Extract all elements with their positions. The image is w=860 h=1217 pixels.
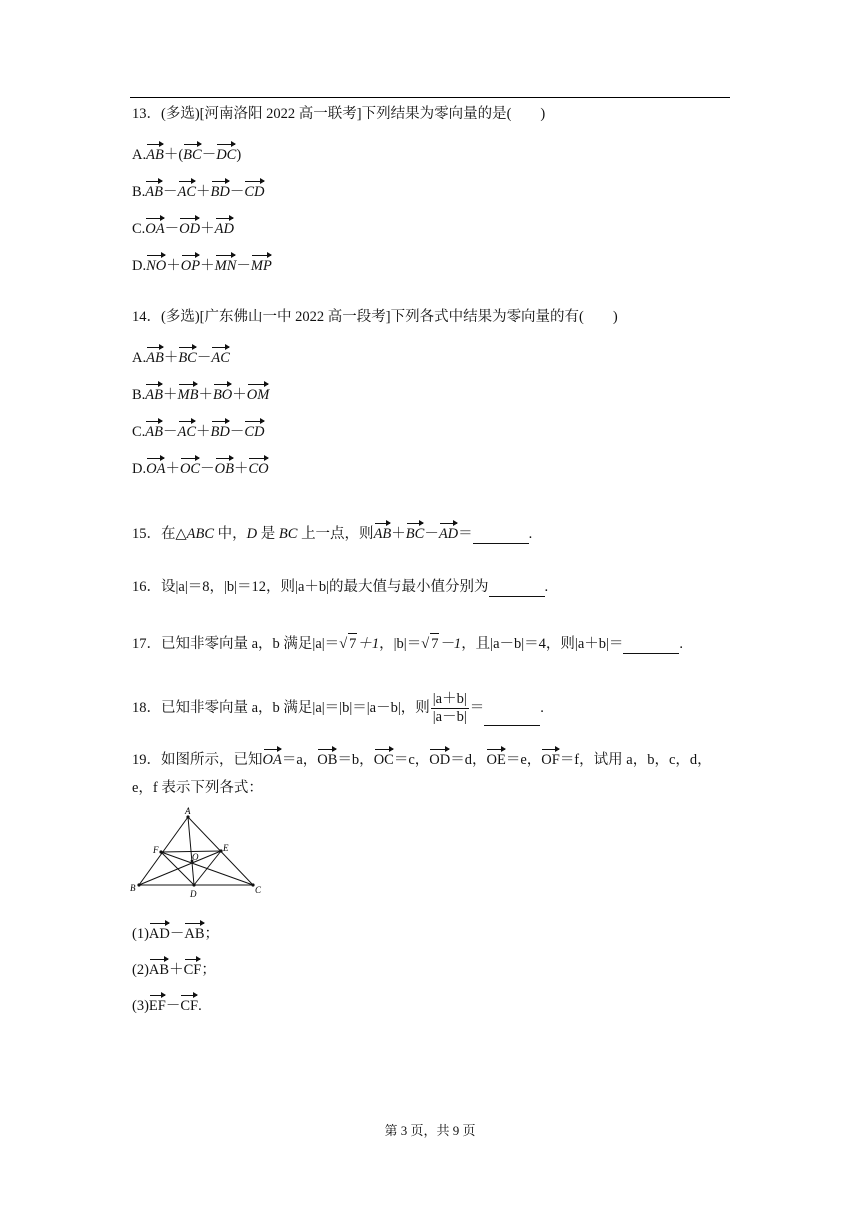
vector: AC: [211, 344, 230, 368]
label-b: B: [130, 883, 136, 893]
vector: AB: [146, 344, 164, 368]
q19-sub2: (2)AB＋CF；: [132, 956, 216, 980]
q13-option-d: [132, 252, 272, 276]
vector: AD: [215, 215, 234, 239]
vector: AC: [178, 418, 197, 442]
vector: MB: [178, 381, 199, 405]
vector: BD: [211, 418, 230, 442]
q19-line1: 19．如图所示，已知OA＝a，OB＝b，OC＝c，OD＝d，OE＝e，OF＝f，试用 a，b，c，d，: [132, 746, 712, 770]
q15: 15．在△ABC 中，D 是 BC 上一点，则AB＋BC－AD＝ .: [132, 520, 532, 544]
vector: AB: [145, 381, 163, 405]
vector: CD: [244, 418, 264, 442]
operator: －: [200, 461, 215, 477]
operator: ＋(: [163, 147, 184, 163]
operator: ＋: [233, 461, 249, 477]
answer-blank[interactable]: [489, 582, 545, 597]
operator: －: [229, 184, 245, 200]
fraction: $\frac{|a+b|}{|a-b|}$: [432, 691, 467, 726]
vector: BO: [213, 381, 232, 405]
vector: NO: [146, 252, 166, 276]
operator: ＋: [232, 387, 247, 403]
q18: 18．已知非零向量 a，b 满足|a|＝|b|＝|a－b|，则 $\frac{|a+b|}{|a-b|}$ ＝ .: [132, 691, 544, 726]
label-c: C: [255, 885, 262, 895]
vector: OD: [179, 215, 200, 239]
operator: ): [236, 147, 242, 163]
vector: OB: [215, 455, 234, 479]
label-a: A: [185, 806, 191, 816]
option-label: D.: [132, 461, 147, 477]
vector: AB: [145, 418, 163, 442]
operator: ＋: [166, 258, 181, 274]
vector: MP: [251, 252, 272, 276]
q16: 16．设|a|＝8，|b|＝12，则|a＋b|的最大值与最小值分别为 .: [132, 579, 549, 595]
q17: 17．已知非零向量 a，b 满足|a|＝√ 7＋1，|b|＝√ 7－1，且|a－b|＝4，则|a＋b|＝ .: [132, 633, 683, 654]
answer-blank[interactable]: [623, 639, 679, 654]
option-label: A.: [132, 350, 147, 366]
answer-blank[interactable]: [484, 711, 540, 726]
header-rule: [130, 97, 730, 98]
option-label: A.: [132, 147, 147, 163]
triangle-figure: [128, 805, 263, 900]
vector: BC: [178, 344, 197, 368]
q13-stem: 13．(多选)[河南洛阳 2022 高一联考]下列结果为零向量的是( ): [132, 106, 546, 122]
label-f: F: [153, 845, 159, 855]
option-label: B.: [132, 184, 146, 200]
option-label: C.: [132, 221, 146, 237]
option-label: B.: [132, 387, 146, 403]
vector: AB: [146, 141, 164, 165]
vector: CO: [248, 455, 268, 479]
q13-option-b: [132, 178, 265, 202]
option-label: C.: [132, 424, 146, 440]
q19-sub1: (1)AD－AB；: [132, 920, 219, 944]
operator: －: [229, 424, 245, 440]
answer-blank[interactable]: [473, 529, 529, 544]
q14-option-c: [132, 418, 265, 442]
operator: ＋: [196, 424, 211, 440]
operator: ＋: [163, 350, 179, 366]
operator: ＋: [198, 387, 213, 403]
operator: ＋: [196, 184, 211, 200]
operator: ＋: [200, 221, 215, 237]
vector: DC: [216, 141, 236, 165]
q14-option-a: [132, 344, 230, 368]
operator: ＋: [163, 387, 178, 403]
q14-option-b: [132, 381, 269, 405]
q19-line2: e，f 表示下列各式：: [132, 780, 263, 796]
page-footer: 第 3 页，共 9 页: [384, 1123, 476, 1138]
operator: －: [201, 147, 217, 163]
vector: BD: [211, 178, 230, 202]
operator: ＋: [200, 258, 215, 274]
vector: AC: [178, 178, 197, 202]
operator: －: [163, 184, 178, 200]
operator: ＋: [165, 461, 180, 477]
q14-stem: 14．(多选)[广东佛山一中 2022 高一段考]下列各式中结果为零向量的有( ): [132, 309, 618, 325]
label-e: E: [223, 843, 229, 853]
q19-sub3: (3)EF－CF.: [132, 992, 202, 1016]
vector: BC: [183, 141, 202, 165]
vector: CD: [244, 178, 264, 202]
vector: OM: [247, 381, 270, 405]
operator: －: [163, 424, 178, 440]
vector: OP: [181, 252, 200, 276]
q14-option-d: [132, 455, 269, 479]
operator: －: [236, 258, 251, 274]
vector: AB: [145, 178, 163, 202]
label-o: O: [192, 852, 199, 862]
operator: －: [164, 221, 180, 237]
option-label: D.: [132, 258, 147, 274]
vector: OA: [145, 215, 164, 239]
vector: OC: [180, 455, 200, 479]
vector: MN: [215, 252, 237, 276]
label-d: D: [190, 889, 197, 899]
q13-option-a: [132, 141, 241, 165]
operator: －: [196, 350, 212, 366]
vector: OA: [146, 455, 165, 479]
q13-option-c: [132, 215, 234, 239]
